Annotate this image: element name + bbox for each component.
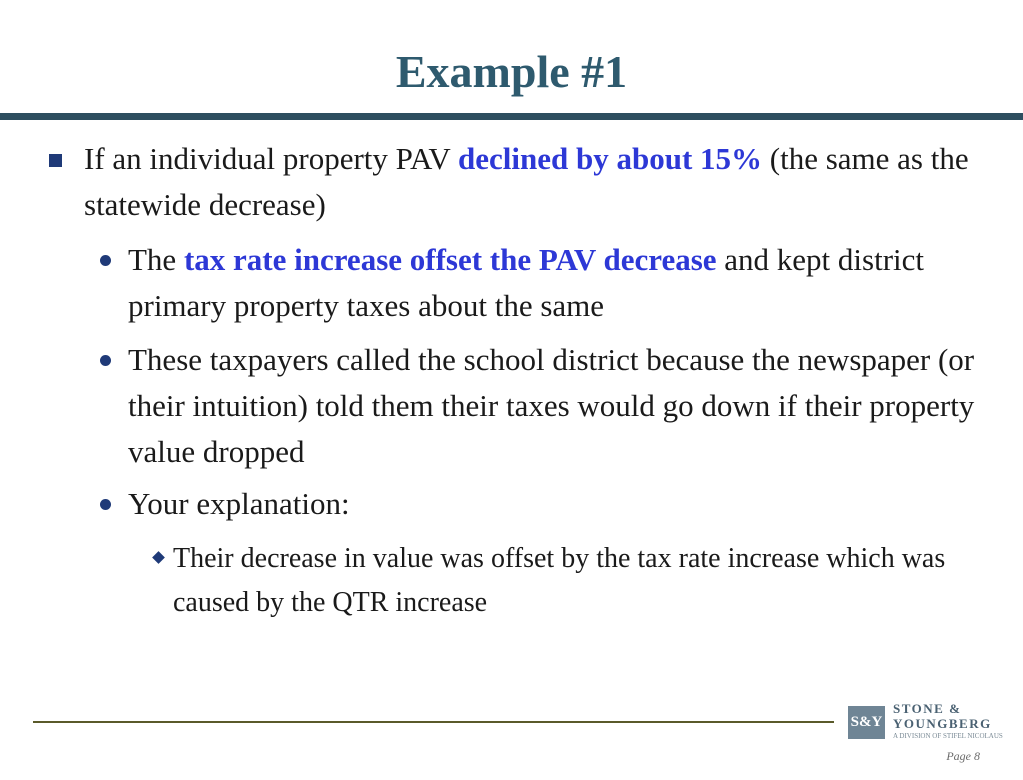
logo-line-2: YOUNGBERG xyxy=(893,716,992,731)
sub-bullet-tax-rate-offset xyxy=(128,237,988,329)
sub-bullet-tax-rate-highlight: tax rate increase offset the PAV decrease xyxy=(183,242,717,277)
slide-title: Example #1 xyxy=(395,46,628,97)
diamond-bullet-icon xyxy=(152,551,165,564)
stone-youngberg-logo-text xyxy=(893,701,992,731)
bullet-pav-decline-text-start: If an individual property PAV xyxy=(84,141,458,176)
bullet-pav-decline-text-end: (the same as the statewide decrease) xyxy=(84,141,969,222)
sub-bullet-your-explanation: Your explanation: xyxy=(128,486,350,521)
sub-bullet-taxpayers-called: These taxpayers called the school district because the newspaper (or their intuition) told them their taxes would go down if their property value dropped xyxy=(128,342,975,469)
sub-bullet-tax-rate-text-start: The xyxy=(128,242,184,277)
sub-bullet-tax-rate-text-end: and kept district primary property taxes about the same xyxy=(128,242,925,323)
bullet-pav-decline-highlight: declined by about 15% xyxy=(458,141,763,176)
logo-line-1: STONE & xyxy=(893,701,962,716)
round-bullet-icon xyxy=(100,499,111,510)
bullet-pav-decline xyxy=(84,136,984,228)
square-bullet-icon xyxy=(49,154,62,167)
logo-subtitle: A DIVISION OF STIFEL NICOLAUS xyxy=(893,732,1003,740)
round-bullet-icon xyxy=(100,355,111,366)
page-number: Page 8 xyxy=(946,749,980,763)
stone-youngberg-logo-mark: S&Y xyxy=(848,706,885,739)
footer-divider xyxy=(33,721,834,723)
round-bullet-icon xyxy=(100,255,111,266)
sub-sub-bullet-explanation-detail: Their decrease in value was offset by the tax rate increase which was caused by the QTR increase xyxy=(173,543,946,618)
